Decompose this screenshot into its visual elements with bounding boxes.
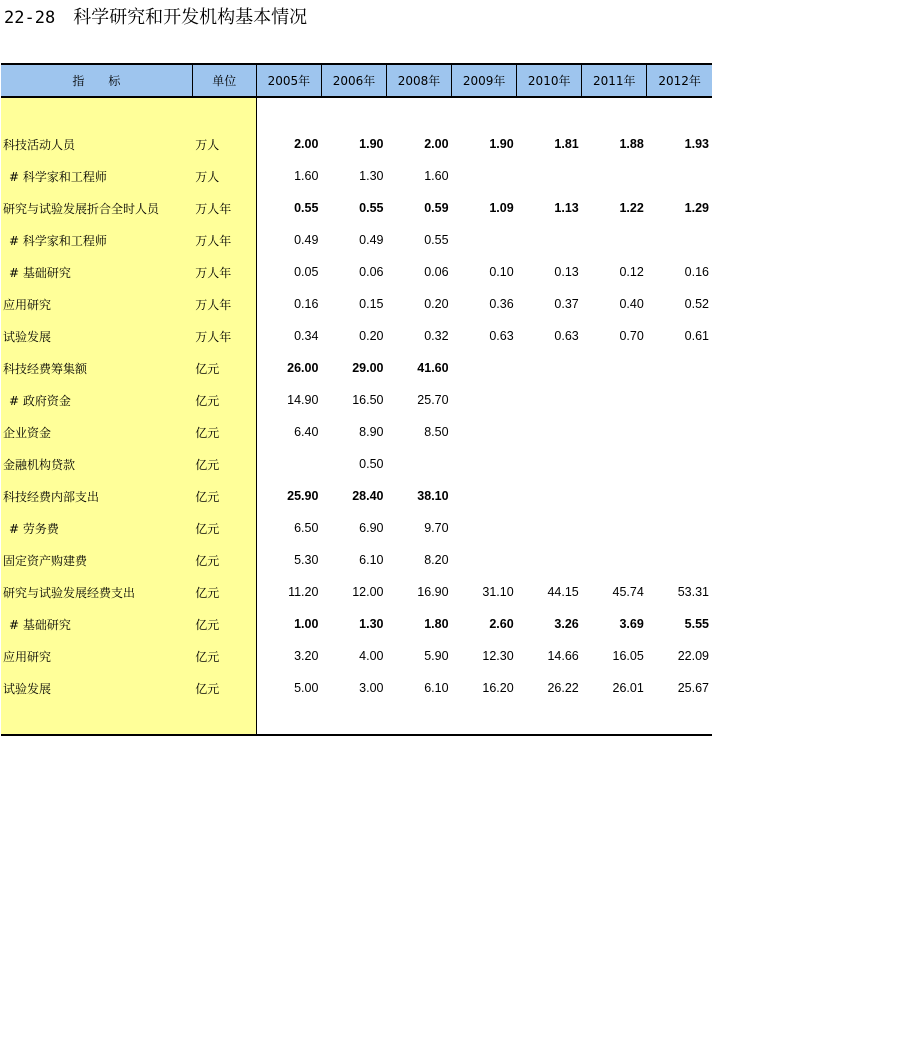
spacer-cell — [321, 704, 386, 735]
value-cell: 0.40 — [619, 297, 644, 311]
value-cell — [582, 448, 647, 480]
table-row — [1, 640, 712, 672]
value-cell — [582, 480, 647, 512]
spacer-cell — [452, 704, 517, 735]
table-row — [1, 192, 712, 224]
unit-cell: 亿元 — [192, 608, 256, 640]
value-cell: 0.36 — [489, 297, 514, 311]
value-cell: 0.61 — [684, 329, 709, 343]
indicator-cell: 企业资金 — [1, 416, 192, 448]
value-cell — [517, 512, 582, 544]
spacer-cell — [256, 704, 321, 735]
table-body — [1, 97, 712, 735]
value-cell: 6.10 — [359, 553, 384, 567]
value-cell: 6.90 — [359, 521, 384, 535]
unit-cell: 亿元 — [192, 672, 256, 704]
header-year-2009: 2009年 — [452, 64, 517, 97]
unit-cell: 亿元 — [192, 512, 256, 544]
table-row — [1, 544, 712, 576]
spacer-cell — [517, 704, 582, 735]
spacer-row-top — [1, 97, 712, 128]
value-cell: 1.90 — [359, 137, 384, 151]
value-cell: 0.55 — [359, 201, 384, 215]
value-cell — [647, 512, 712, 544]
value-cell: 8.20 — [424, 553, 449, 567]
value-cell: 53.31 — [677, 585, 709, 599]
value-cell: 0.15 — [359, 297, 384, 311]
spacer-cell — [452, 97, 517, 128]
value-cell — [452, 384, 517, 416]
value-cell: 0.63 — [489, 329, 514, 343]
value-cell: 0.70 — [619, 329, 644, 343]
table-row — [1, 608, 712, 640]
value-cell: 0.32 — [424, 329, 449, 343]
indicator-cell: 研究与试验发展折合全时人员 — [1, 192, 192, 224]
value-cell: 3.26 — [554, 617, 579, 631]
value-cell: 0.63 — [554, 329, 579, 343]
value-cell: 29.00 — [352, 361, 384, 375]
value-cell: 12.30 — [482, 649, 514, 663]
spacer-cell — [582, 704, 647, 735]
value-cell: 28.40 — [352, 489, 384, 503]
unit-cell: 亿元 — [192, 416, 256, 448]
value-cell: 0.06 — [424, 265, 449, 279]
unit-cell: 万人年 — [192, 224, 256, 256]
spacer-cell — [517, 97, 582, 128]
value-cell: 2.00 — [424, 137, 449, 151]
value-cell: 0.34 — [294, 329, 319, 343]
value-cell: 31.10 — [482, 585, 514, 599]
value-cell — [517, 416, 582, 448]
value-cell — [517, 480, 582, 512]
indicator-cell: 应用研究 — [1, 640, 192, 672]
value-cell — [582, 384, 647, 416]
value-cell: 0.10 — [489, 265, 514, 279]
header-year-2008: 2008年 — [387, 64, 452, 97]
table-row — [1, 512, 712, 544]
value-cell: 45.74 — [612, 585, 644, 599]
value-cell: 6.40 — [294, 425, 319, 439]
value-cell: 16.05 — [612, 649, 644, 663]
value-cell — [452, 224, 517, 256]
value-cell: 3.20 — [294, 649, 319, 663]
value-cell: 1.00 — [294, 617, 319, 631]
value-cell: 25.70 — [417, 393, 449, 407]
value-cell: 1.29 — [684, 201, 709, 215]
value-cell: 14.66 — [547, 649, 579, 663]
spacer-cell — [582, 97, 647, 128]
spacer-cell — [647, 704, 712, 735]
spacer-cell — [387, 704, 452, 735]
value-cell: 44.15 — [547, 585, 579, 599]
spacer-cell — [192, 97, 256, 128]
indicator-cell: 金融机构贷款 — [1, 448, 192, 480]
header-indicator: 指 标 — [1, 64, 192, 97]
spacer-cell — [647, 97, 712, 128]
value-cell: 1.88 — [619, 137, 644, 151]
value-cell: 38.10 — [417, 489, 449, 503]
value-cell: 0.50 — [359, 457, 384, 471]
spacer-row-bottom — [1, 704, 712, 735]
value-cell: 1.22 — [619, 201, 644, 215]
indicator-cell: 科技经费筹集额 — [1, 352, 192, 384]
value-cell — [647, 544, 712, 576]
page-title — [4, 6, 307, 30]
value-cell: 25.67 — [677, 681, 709, 695]
spacer-cell — [1, 97, 192, 128]
value-cell: 1.30 — [359, 169, 384, 183]
value-cell: 6.50 — [294, 521, 319, 535]
value-cell: 11.20 — [288, 585, 319, 599]
unit-cell: 亿元 — [192, 480, 256, 512]
value-cell — [582, 416, 647, 448]
value-cell: 0.37 — [554, 297, 579, 311]
value-cell: 0.16 — [294, 297, 319, 311]
value-cell — [452, 416, 517, 448]
value-cell — [517, 448, 582, 480]
value-cell — [387, 448, 452, 480]
unit-cell: 亿元 — [192, 544, 256, 576]
indicator-cell: 试验发展 — [1, 672, 192, 704]
unit-cell: 亿元 — [192, 640, 256, 672]
value-cell: 26.00 — [287, 361, 319, 375]
spacer-cell — [321, 97, 386, 128]
header-year-2005: 2005年 — [256, 64, 321, 97]
table-row — [1, 256, 712, 288]
value-cell: 0.52 — [684, 297, 709, 311]
value-cell: 9.70 — [424, 521, 449, 535]
value-cell: 1.81 — [554, 137, 579, 151]
table-row — [1, 576, 712, 608]
value-cell — [647, 160, 712, 192]
value-cell: 0.06 — [359, 265, 384, 279]
value-cell — [647, 384, 712, 416]
value-cell: 6.10 — [424, 681, 449, 695]
value-cell: 0.16 — [684, 265, 709, 279]
value-cell: 5.30 — [294, 553, 319, 567]
value-cell — [452, 512, 517, 544]
value-cell — [647, 224, 712, 256]
value-cell: 22.09 — [677, 649, 709, 663]
indicator-cell: # 科学家和工程师 — [1, 160, 192, 192]
table-row — [1, 480, 712, 512]
indicator-cell: # 基础研究 — [1, 608, 192, 640]
value-cell — [647, 352, 712, 384]
value-cell — [517, 160, 582, 192]
header-year-2006: 2006年 — [321, 64, 386, 97]
table-row — [1, 160, 712, 192]
value-cell: 1.60 — [294, 169, 319, 183]
table-row — [1, 128, 712, 160]
table-row — [1, 416, 712, 448]
unit-cell: 亿元 — [192, 384, 256, 416]
value-cell: 0.05 — [294, 265, 319, 279]
value-cell — [582, 224, 647, 256]
indicator-cell: 研究与试验发展经费支出 — [1, 576, 192, 608]
value-cell: 26.22 — [547, 681, 579, 695]
value-cell — [517, 224, 582, 256]
value-cell — [647, 416, 712, 448]
table-row — [1, 384, 712, 416]
value-cell: 0.13 — [554, 265, 579, 279]
value-cell — [452, 544, 517, 576]
header-year-2012: 2012年 — [647, 64, 712, 97]
spacer-cell — [1, 704, 192, 735]
indicator-cell: 固定资产购建费 — [1, 544, 192, 576]
value-cell: 41.60 — [417, 361, 449, 375]
indicator-cell: 科技经费内部支出 — [1, 480, 192, 512]
value-cell: 1.80 — [424, 617, 449, 631]
value-cell: 26.01 — [612, 681, 644, 695]
data-table — [1, 63, 712, 736]
value-cell — [582, 512, 647, 544]
table-title: 科学研究和开发机构基本情况 — [73, 7, 308, 28]
table-row — [1, 448, 712, 480]
header-year-2011: 2011年 — [582, 64, 647, 97]
indicator-cell: 试验发展 — [1, 320, 192, 352]
spacer-cell — [192, 704, 256, 735]
value-cell — [517, 352, 582, 384]
value-cell — [582, 352, 647, 384]
indicator-cell: 科技活动人员 — [1, 128, 192, 160]
value-cell: 16.50 — [352, 393, 384, 407]
value-cell: 8.90 — [359, 425, 384, 439]
value-cell: 4.00 — [359, 649, 384, 663]
spacer-cell — [256, 97, 321, 128]
value-cell: 0.49 — [294, 233, 319, 247]
header-year-2010: 2010年 — [517, 64, 582, 97]
value-cell: 12.00 — [352, 585, 384, 599]
value-cell — [647, 448, 712, 480]
value-cell — [256, 448, 321, 480]
value-cell: 16.90 — [417, 585, 449, 599]
value-cell — [452, 480, 517, 512]
indicator-cell: # 政府资金 — [1, 384, 192, 416]
value-cell: 0.55 — [424, 233, 449, 247]
indicator-cell: # 科学家和工程师 — [1, 224, 192, 256]
value-cell: 0.20 — [424, 297, 449, 311]
indicator-cell: # 劳务费 — [1, 512, 192, 544]
value-cell: 3.00 — [359, 681, 384, 695]
value-cell — [582, 160, 647, 192]
value-cell: 0.55 — [294, 201, 319, 215]
value-cell: 16.20 — [482, 681, 514, 695]
value-cell: 14.90 — [287, 393, 319, 407]
unit-cell: 万人 — [192, 160, 256, 192]
unit-cell: 亿元 — [192, 576, 256, 608]
value-cell — [517, 384, 582, 416]
value-cell: 5.55 — [684, 617, 709, 631]
unit-cell: 万人年 — [192, 288, 256, 320]
value-cell: 0.59 — [424, 201, 449, 215]
value-cell: 0.20 — [359, 329, 384, 343]
value-cell: 0.49 — [359, 233, 384, 247]
value-cell — [582, 544, 647, 576]
table-row — [1, 320, 712, 352]
header-unit: 单位 — [192, 64, 256, 97]
table-number: 22-28 — [4, 8, 56, 28]
indicator-cell: 应用研究 — [1, 288, 192, 320]
value-cell: 5.90 — [424, 649, 449, 663]
unit-cell: 万人年 — [192, 256, 256, 288]
value-cell: 3.69 — [619, 617, 644, 631]
unit-cell: 万人年 — [192, 192, 256, 224]
unit-cell: 万人 — [192, 128, 256, 160]
indicator-cell: # 基础研究 — [1, 256, 192, 288]
value-cell: 25.90 — [287, 489, 319, 503]
value-cell: 8.50 — [424, 425, 449, 439]
unit-cell: 亿元 — [192, 352, 256, 384]
table-row — [1, 288, 712, 320]
value-cell — [452, 448, 517, 480]
value-cell: 0.12 — [619, 265, 644, 279]
value-cell: 1.93 — [684, 137, 709, 151]
table-row — [1, 352, 712, 384]
unit-cell: 亿元 — [192, 448, 256, 480]
value-cell: 1.13 — [554, 201, 579, 215]
value-cell — [452, 352, 517, 384]
value-cell — [452, 160, 517, 192]
value-cell — [517, 544, 582, 576]
header-row — [1, 64, 712, 97]
table-row — [1, 224, 712, 256]
value-cell — [647, 480, 712, 512]
spacer-cell — [387, 97, 452, 128]
value-cell: 1.30 — [359, 617, 384, 631]
value-cell: 1.60 — [424, 169, 449, 183]
value-cell: 2.60 — [489, 617, 514, 631]
unit-cell: 万人年 — [192, 320, 256, 352]
value-cell: 2.00 — [294, 137, 319, 151]
value-cell: 1.90 — [489, 137, 514, 151]
value-cell: 5.00 — [294, 681, 319, 695]
value-cell: 1.09 — [489, 201, 514, 215]
table-row — [1, 672, 712, 704]
